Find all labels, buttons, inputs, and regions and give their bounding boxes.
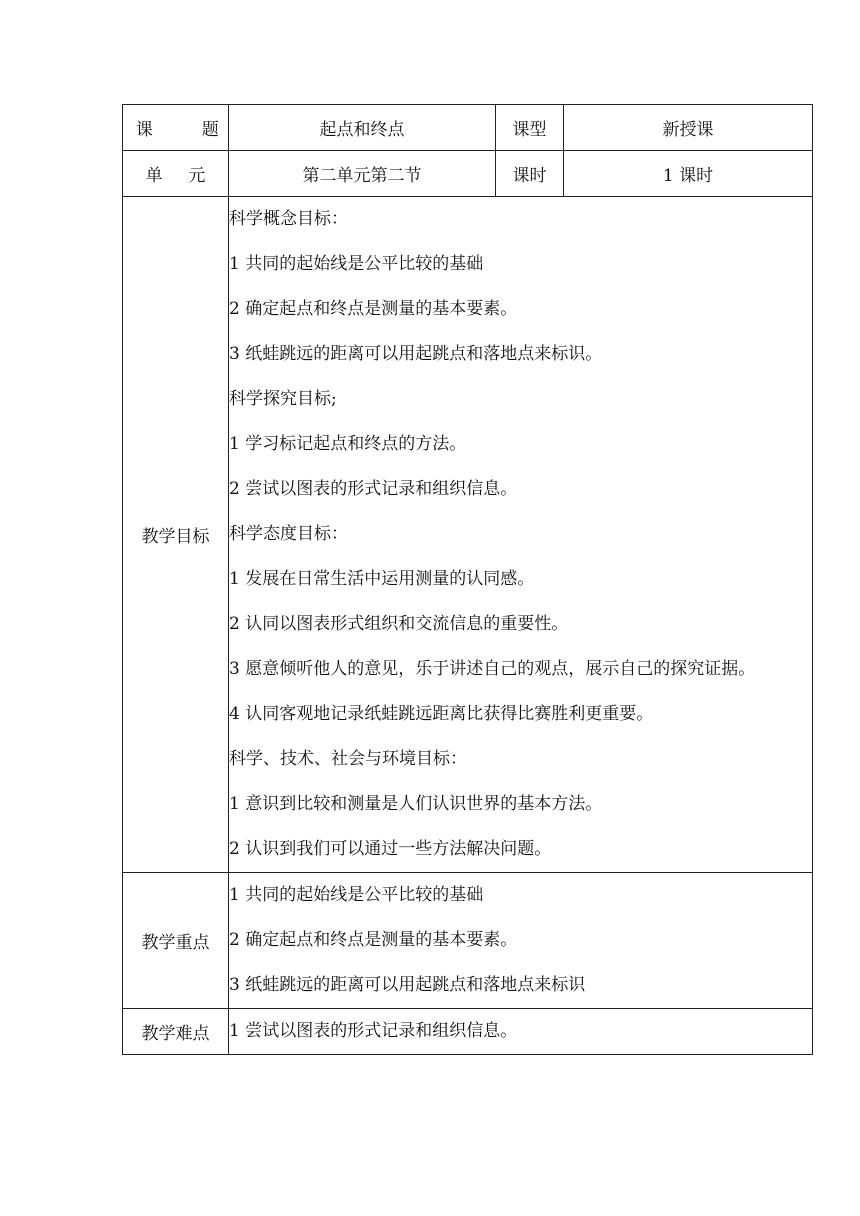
- difficulties-label: 教学难点: [123, 1009, 229, 1055]
- difficulty-line: 1 尝试以图表的形式记录和组织信息。: [229, 1021, 518, 1041]
- unit-label-cell: [123, 151, 229, 197]
- topic-row: [123, 105, 813, 151]
- objective-line: 科学态度目标：: [229, 524, 348, 544]
- lesson-plan-table: [122, 104, 813, 1055]
- objective-line: 1 发展在日常生活中运用测量的认同感。: [229, 569, 535, 589]
- objective-line: 4 认同客观地记录纸蛙跳远距离比获得比赛胜利更重要。: [229, 704, 654, 724]
- objective-line: 1 学习标记起点和终点的方法。: [229, 434, 467, 454]
- unit-label: 单 元: [145, 166, 216, 186]
- objective-line: 科学探究目标;: [229, 389, 337, 409]
- objective-line: 1 共同的起始线是公平比较的基础: [229, 254, 484, 274]
- objectives-row: [123, 197, 813, 873]
- hours-value: 1 课时: [564, 151, 813, 197]
- unit-row: [123, 151, 813, 197]
- topic-label: 课 题: [135, 120, 232, 140]
- hours-label: 课时: [496, 151, 564, 197]
- objectives-content: [229, 197, 813, 873]
- key-point-line: 3 纸蛙跳远的距离可以用起跳点和落地点来标识: [229, 975, 586, 995]
- difficulties-row: [123, 1009, 813, 1055]
- key-points-label: 教学重点: [123, 873, 229, 1009]
- objective-line: 2 认识到我们可以通过一些方法解决问题。: [229, 839, 552, 859]
- objectives-label: 教学目标: [123, 197, 229, 873]
- topic-value: 起点和终点: [229, 105, 496, 151]
- key-point-line: 2 确定起点和终点是测量的基本要素。: [229, 930, 518, 950]
- objective-line: 3 纸蛙跳远的距离可以用起跳点和落地点来标识。: [229, 344, 603, 364]
- topic-label-cell: [123, 105, 232, 151]
- objective-line: 2 确定起点和终点是测量的基本要素。: [229, 299, 518, 319]
- unit-value: 第二单元第二节: [229, 151, 496, 197]
- objective-line: 2 尝试以图表的形式记录和组织信息。: [229, 479, 518, 499]
- objective-line: 3 愿意倾听他人的意见，乐于讲述自己的观点，展示自己的探究证据。: [229, 659, 756, 679]
- difficulties-content: [229, 1009, 813, 1055]
- type-label: 课型: [496, 105, 564, 151]
- objective-line: 科学、技术、社会与环境目标：: [229, 749, 467, 769]
- key-points-row: [123, 873, 813, 1009]
- type-value: 新授课: [564, 105, 813, 151]
- objective-line: 1 意识到比较和测量是人们认识世界的基本方法。: [229, 794, 603, 814]
- objective-line: 科学概念目标：: [229, 209, 348, 229]
- objective-line: 2 认同以图表形式组织和交流信息的重要性。: [229, 614, 569, 634]
- key-point-line: 1 共同的起始线是公平比较的基础: [229, 885, 484, 905]
- key-points-content: [229, 873, 813, 1009]
